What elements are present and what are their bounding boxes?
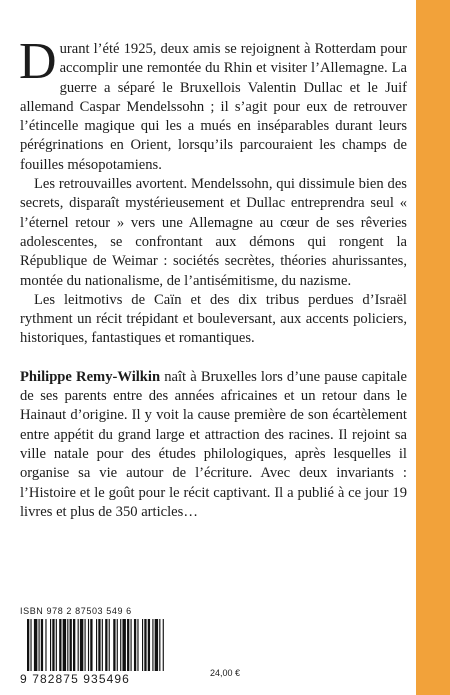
barcode-digits: 9 782875 935496 — [20, 672, 130, 686]
blurb-paragraph-1 — [19, 33, 407, 175]
blurb-paragraph-2: Les retrouvailles avortent. Mendelssohn, qui dissimule bien des secrets, disparaît mystérieusement et Dullac entreprendra seul « l’éternel retour » vers une Allemagne au cœur de ses rêveries adolescentes, se confrontant aux démons qui rongent la République de Weimar : sociétés secrètes, théories ahurissantes, montée du nationalisme, de l’antisémitisme, du nazisme. — [20, 176, 407, 289]
blurb-paragraph-1-text: urant l’été 1925, deux amis se rejoignent à Rotterdam pour accomplir une remontée du Rhin et visiter l’Allemagne. La guerre a séparé le Bruxellois Valentin Dullac et le Juif allemand Caspar Mendelssohn ; il s’agit pour eux de retrouver l’étincelle magique qui les a mués en inséparables durant leurs pérégrinations en Orient, lorsqu’ils parcouraient les champs de fouilles mésopotamiens. — [20, 41, 407, 173]
isbn-label: ISBN 978 2 87503 549 6 — [20, 606, 132, 616]
cover-text — [19, 33, 407, 522]
drop-cap: D — [19, 33, 57, 90]
orange-spine-band — [416, 0, 450, 695]
author-bio-text: naît à Bruxelles lors d’une pause capitale de ses parents entre des années africaines et un retour dans le Hainaut d’origine. Il y voit la cause première de son écartèlement entre appétit du grand large et attraction des racines. Il rejoint sa ville natale pour des études philologiques, après lesquelles il organise sa vie autour de l’écriture. Avec deux invariants : l’Histoire et le goût pour le récit captivant. Il a publié à ce jour 19 livres et plus de 350 articles… — [20, 368, 407, 520]
price-label: 24,00 € — [210, 668, 241, 678]
section-gap — [20, 349, 407, 368]
barcode-icon — [27, 619, 203, 671]
author-bio — [20, 368, 407, 522]
author-name: Philippe Remy-Wilkin — [20, 368, 161, 385]
blurb-paragraph-3: Les leitmotivs de Caïn et des dix tribus perdues d’Israël rythment un récit trépidant et bouleversant, aux accents policiers, historiques, fantastiques et romantiques. — [20, 291, 407, 347]
